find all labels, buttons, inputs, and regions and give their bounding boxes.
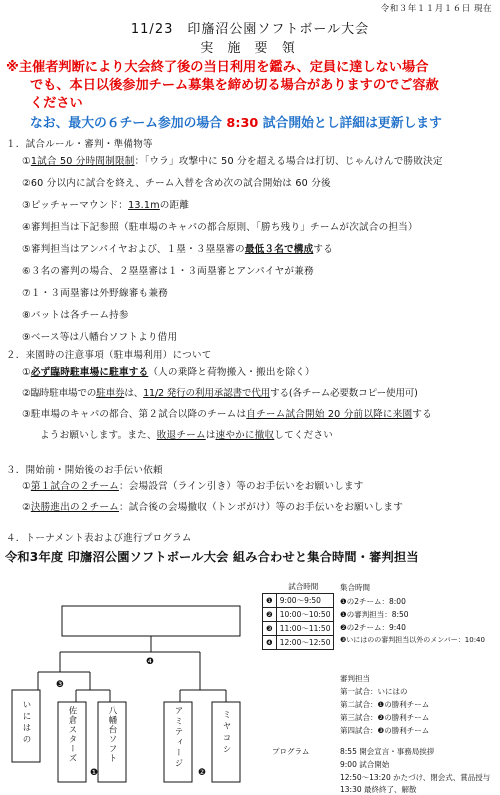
item-text: ようお願いします。また、 bbox=[40, 430, 157, 441]
time-range: 10:00～10:50 bbox=[276, 608, 334, 622]
referee-title: 審判担当 bbox=[340, 674, 370, 683]
program-line: 12:50～13:20 かたづけ、閉会式、賞品授与 bbox=[340, 773, 491, 782]
match-2-marker: ❷ bbox=[198, 768, 207, 778]
referee-line: 第一試合：いにはの bbox=[340, 687, 408, 696]
item-text: 決勝進出の２チーム bbox=[30, 502, 119, 513]
notice-line-1: ※主催者判断により大会終了後の当日利用を鑑み、定員に達しない場合 bbox=[6, 60, 429, 75]
item-number: ② bbox=[22, 388, 31, 399]
match-3-marker: ❸ bbox=[56, 680, 65, 690]
time-num: ❹ bbox=[263, 636, 277, 650]
item-number: ③ bbox=[22, 409, 31, 420]
item-text: 駐車場のキャパの都合、第２試合以降のチームは bbox=[30, 409, 247, 420]
item-text: してください bbox=[274, 430, 334, 441]
page-title: 11/23 印旛沼公園ソフトボール大会 bbox=[130, 22, 370, 37]
item-text: 審判担当はアンパイヤおよび、１塁・３塁塁審の bbox=[30, 244, 245, 255]
item-text: は bbox=[205, 430, 216, 441]
section2-heading: ２．来園時の注意事項（駐車場利用）について bbox=[6, 350, 212, 361]
assembly-title: 集合時間 bbox=[340, 583, 370, 592]
program-label: プログラム bbox=[272, 747, 310, 756]
program-line: 8:55 開会宣言・事務局挨拶 bbox=[340, 747, 435, 756]
item-text: は、 bbox=[124, 388, 144, 399]
time-num: ❶ bbox=[263, 594, 277, 608]
item-text: 自チーム試合開始 20 分前以降に来園 bbox=[246, 409, 413, 420]
referee-line: 第四試合：❸の勝利チーム bbox=[340, 726, 430, 735]
item-text: 駐車券 bbox=[96, 388, 125, 399]
program-line: 13:30 最終終了、解散 bbox=[340, 785, 417, 794]
team-name: ミヤコシ bbox=[221, 710, 231, 756]
team-name: アミティージ bbox=[173, 706, 183, 769]
section1-heading: １．試合ルール・審判・準備物等 bbox=[6, 139, 153, 150]
item-number: ④ bbox=[22, 222, 31, 233]
time-num: ❸ bbox=[263, 622, 277, 636]
item-number: ⑤ bbox=[22, 244, 31, 255]
item-text: 11/2 発行の利用承認書で代用 bbox=[143, 388, 271, 399]
page-subtitle: 実 施 要 領 bbox=[200, 41, 300, 56]
item-number: ② bbox=[22, 178, 31, 189]
item-text: ：会場設営（ライン引き）等のお手伝いをお願いします bbox=[118, 481, 364, 492]
item-text: する bbox=[313, 244, 333, 255]
item-text: バットは各チーム持参 bbox=[30, 310, 129, 321]
item-number: ⑨ bbox=[22, 332, 31, 343]
notice-line-2: でも、本日以後参加チーム募集を締め切る場合がありますのでご容赦 bbox=[30, 78, 439, 93]
referee-line: 第二試合：❶の勝利チーム bbox=[340, 700, 430, 709]
section4-heading: ４．トーナメント表および進行プログラム bbox=[6, 533, 192, 544]
item-text: 敗退チーム bbox=[156, 430, 206, 441]
item-text: 13.1m bbox=[128, 200, 160, 211]
item-text: の距離 bbox=[159, 200, 190, 211]
times-header: 試合時間 bbox=[276, 580, 334, 594]
item-text: 最低３名で構成 bbox=[244, 244, 314, 255]
match-4-marker: ❹ bbox=[146, 657, 155, 667]
item-number: ⑧ bbox=[22, 310, 31, 321]
team-name: 八幡台ソフト bbox=[107, 706, 117, 763]
item-number: ③ bbox=[22, 200, 31, 211]
assembly-line: ❸いにはのの審判担当以外のメンバー：10:40 bbox=[340, 636, 485, 644]
item-text: （人の乗降と荷物搬入・搬出を除く） bbox=[148, 367, 315, 378]
champion-box bbox=[62, 606, 240, 636]
item-number: ② bbox=[22, 502, 31, 513]
item-text: 1試合 50 分時間制限制 bbox=[30, 156, 135, 167]
section3-heading: ３．開始前・開始後のお手伝い依頼 bbox=[6, 465, 163, 476]
item-number: ① bbox=[22, 367, 31, 378]
item-number: ⑦ bbox=[22, 288, 31, 299]
blue-notice-post: 試合開始とし詳細は更新します bbox=[258, 116, 442, 131]
assembly-line: ❷の2チーム：9:40 bbox=[340, 623, 406, 632]
item-text: ピッチャーマウンド： bbox=[30, 200, 129, 211]
time-range: 12:00～12:50 bbox=[276, 636, 334, 650]
item-text: 速やかに撤収 bbox=[215, 430, 275, 441]
assembly-line: ❶の2チーム：8:00 bbox=[340, 597, 406, 606]
item-text: １・３両塁審は外野線審も兼務 bbox=[30, 288, 168, 299]
item-text: ベース等は八幡台ソフトより借用 bbox=[30, 332, 178, 343]
time-range: 11:00～11:50 bbox=[276, 622, 334, 636]
blue-notice-pre: なお、最大の６チーム参加の場合 bbox=[30, 116, 227, 131]
item-text: ：「ウラ」攻撃中に 50 分を超える場合は打切、じゃんけんで勝敗決定 bbox=[134, 156, 443, 167]
item-number: ⑥ bbox=[22, 266, 31, 277]
match-1-marker: ❶ bbox=[90, 768, 99, 778]
item-number: ① bbox=[22, 156, 31, 167]
notice-line-3: ください bbox=[30, 96, 83, 111]
item-text: 第１試合の２チーム bbox=[30, 481, 119, 492]
match-times-table bbox=[262, 580, 334, 650]
assembly-line: ❶の審判担当：8:50 bbox=[340, 610, 409, 619]
blue-notice-time: 8:30 bbox=[226, 116, 259, 131]
program-line: 9:00 試合開始 bbox=[340, 760, 390, 769]
item-text: する(各チーム必要数コピー使用可) bbox=[270, 388, 418, 399]
item-text: ３名の審判の場合、２塁塁審は１・３両塁審とアンパイヤが兼務 bbox=[30, 266, 314, 277]
bracket-title: 令和3年度 印旛沼公園ソフトボール大会 組み合わせと集合時間・審判担当 bbox=[5, 550, 419, 564]
update-date: 令和３年１１月１６日 現在 bbox=[380, 4, 492, 14]
item-text: ：試合後の会場撤収（トンボがけ）等のお手伝いをお願いします bbox=[118, 502, 403, 513]
referee-line: 第三試合：❷の勝利チーム bbox=[340, 713, 430, 722]
item-text: 審判担当は下記参照（駐車場のキャパの都合原則、「勝ち残り」チームが次試合の担当） bbox=[30, 222, 418, 233]
time-range: 9:00～9:50 bbox=[276, 594, 334, 608]
team-name: いにはの bbox=[21, 700, 31, 746]
item-text: 必ず臨時駐車場に駐車する bbox=[30, 367, 149, 378]
team-name: 佐倉スターズ bbox=[67, 706, 77, 763]
item-text: 臨時駐車場での bbox=[30, 388, 97, 399]
item-text: 60 分以内に試合を終え、チーム入替を含め次の試合開始は 60 分後 bbox=[30, 178, 331, 189]
time-num: ❷ bbox=[263, 608, 277, 622]
item-text: する bbox=[412, 409, 432, 420]
item-number: ① bbox=[22, 481, 31, 492]
